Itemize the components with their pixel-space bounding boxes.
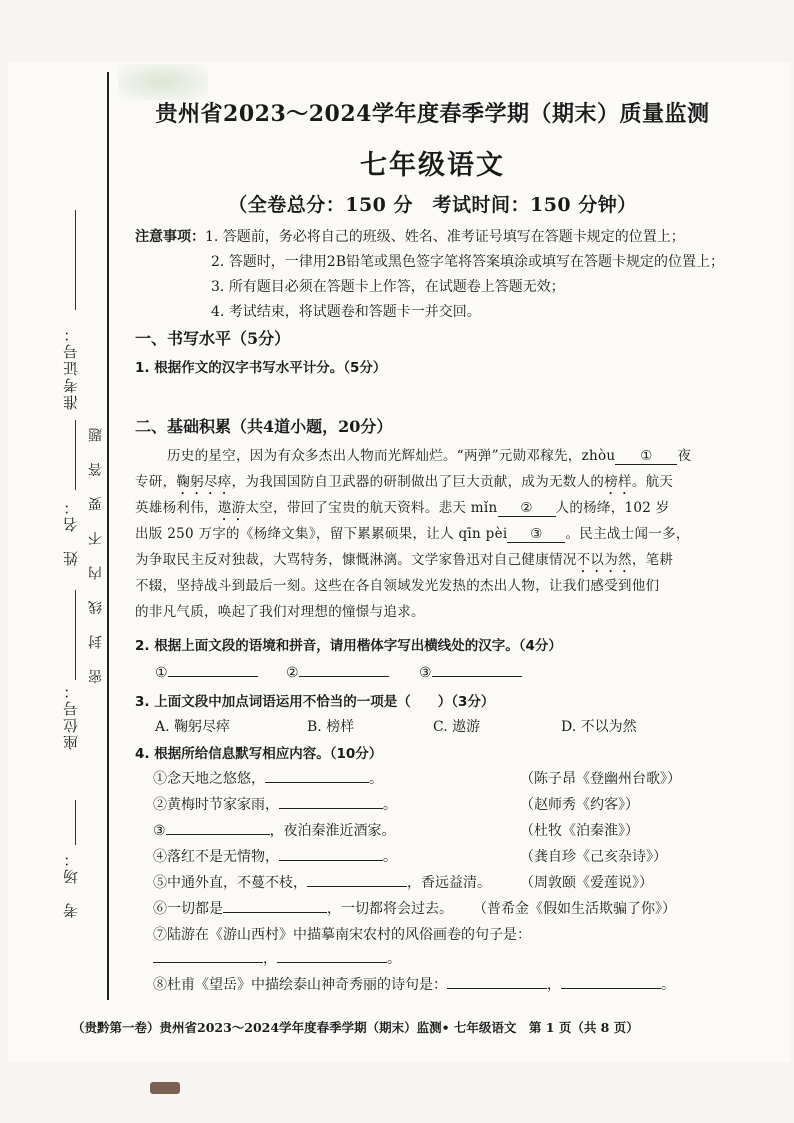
poem-source: （龚自珍《己亥杂诗》） (520, 849, 667, 865)
seal-warning: 密 封 线 内 不 要 答 题 (88, 420, 104, 684)
passage-line (167, 444, 691, 465)
passage-line (135, 548, 673, 576)
passage-line: 不辍，坚持战斗到最后一刻。这些在各自领域发光发热的杰出人物，让我们感受到他们 (135, 578, 660, 594)
q2-answer-row (155, 662, 522, 681)
answer-blank[interactable] (223, 898, 327, 913)
blank-3: ③ (507, 526, 565, 543)
notes-label: 注意事项： (135, 229, 205, 245)
q3-options (155, 716, 637, 736)
answer-blank[interactable] (561, 974, 661, 989)
passage-text: 出版 250 万字的《杨绛文集》，留下累累硕果，让人 qīn pèi (135, 526, 508, 542)
answer-blank[interactable] (277, 948, 387, 963)
poem-prompt: ③ (153, 823, 166, 839)
passage-text: ，笔耕 (631, 552, 674, 568)
poem-source: （周敦颐《爱莲说》） (520, 875, 653, 891)
poem-prompt: 。 (383, 797, 397, 813)
q4-row-5 (153, 872, 491, 892)
passage-text: 。航天 (631, 474, 674, 490)
punctuation: 。 (661, 977, 675, 993)
answer-blank[interactable] (447, 974, 547, 989)
dotted-word: 不以为然 (576, 552, 632, 568)
poem-prompt: ⑥一切都是 (153, 901, 223, 917)
punctuation: 。 (387, 951, 401, 967)
dotted-word: 遨游 (217, 500, 246, 516)
q3-option-d[interactable]: D. 不以为然 (561, 719, 637, 735)
note-item: 3. 所有题目必须在答题卡上作答，在试题卷上答题无效； (211, 279, 565, 295)
poem-prompt: 。 (383, 849, 397, 865)
q4-row-2 (153, 794, 397, 814)
dotted-word: 榜样 (604, 474, 632, 490)
q2-mark: ② (286, 665, 299, 681)
note-item: 4. 考试结束，将试题卷和答题卡一并交回。 (211, 304, 481, 320)
passage-text: 人的杨绛，102 岁 (555, 500, 670, 516)
q4-row-6 (153, 898, 453, 918)
poem-prompt: ，一切都将会过去。 (327, 901, 453, 917)
passage-text: 夜 (677, 448, 692, 464)
answer-blank[interactable] (153, 948, 263, 963)
answer-blank[interactable] (307, 872, 407, 887)
q4-row-8 (153, 974, 675, 994)
answer-blank[interactable] (279, 794, 383, 809)
blank-2: ② (498, 500, 556, 517)
q2-mark: ① (155, 665, 168, 681)
punctuation: ， (547, 977, 561, 993)
passage-text: 英雄杨利伟， (135, 500, 218, 516)
blank-1: ① (615, 448, 677, 465)
q3-option-a[interactable]: A. 鞠躬尽瘁 (155, 719, 231, 735)
section-1-heading: 一、书写水平（5分） (135, 329, 291, 348)
notes-row-1 (135, 226, 685, 246)
question-2: 2. 根据上面文段的语境和拼音，请用楷体字写出横线处的汉字。（4分） (135, 638, 562, 654)
answer-blank[interactable] (279, 846, 383, 861)
q2-blank[interactable] (299, 662, 389, 677)
poem-prompt: ⑤中通外直，不蔓不枝， (153, 875, 307, 891)
paper-stain (118, 64, 208, 100)
note-item: 1. 答题前，务必将自己的班级、姓名、准考证号填写在答题卡规定的位置上； (205, 229, 685, 245)
q3-option-c[interactable]: C. 遨游 (433, 719, 481, 735)
q4-row-7: ⑦陆游在《游山西村》中描摹南宋农村的风俗画卷的句子是： (153, 927, 531, 943)
passage-line (135, 470, 673, 498)
answer-blank[interactable] (166, 820, 270, 835)
page-subtitle: 七年级语文 (360, 150, 505, 181)
page-footer: （贵黔第一卷）贵州省2023～2024学年度春季学期（期末）监测• 七年级语文 第 1 页（共 8 页） (72, 1020, 639, 1035)
q2-blank[interactable] (168, 662, 258, 677)
passage-text: 专研， (135, 474, 177, 490)
question-1: 1. 根据作文的汉字书写水平计分。（5分） (135, 360, 387, 376)
q2-blank[interactable] (432, 662, 522, 677)
name-line (75, 420, 76, 490)
seat-line (75, 590, 76, 680)
question-3: 3. 上面文段中加点词语运用不恰当的一项是（ ）（3分） (135, 694, 495, 710)
poem-source: （赵师秀《约客》） (520, 797, 639, 813)
passage-text: 为争取民主反对独裁，大骂特务，慷慨淋漓。文学家鲁迅对自己健康情况 (135, 552, 577, 568)
exam-id-label: 准考证号： (62, 325, 80, 410)
poem-prompt: ，夜泊秦淮近酒家。 (269, 823, 396, 839)
passage-line: 的非凡气质，唤起了我们对理想的憧憬与追求。 (135, 604, 425, 620)
poem-prompt: ①念天地之悠悠， (153, 771, 265, 787)
binding-line (107, 72, 109, 1000)
passage-text: 。民主战士闻一多， (565, 526, 690, 542)
q3-option-b[interactable]: B. 榜样 (307, 719, 355, 735)
question-4: 4. 根据所给信息默写相应内容。（10分） (135, 746, 383, 762)
passage-line (135, 496, 670, 524)
poem-prompt: ②黄梅时节家家雨， (153, 797, 279, 813)
exam-id-line (75, 210, 76, 310)
dotted-word: 鞠躬尽瘁 (176, 474, 232, 490)
page-title: 贵州省2023～2024学年度春季学期（期末）质量监测 (155, 101, 710, 127)
q4-row-7-answer (153, 948, 401, 968)
venue-label: 考 场： (62, 850, 80, 918)
punctuation: ， (263, 951, 277, 967)
poem-prompt: ⑧杜甫《望岳》中描绘泰山神奇秀丽的诗句是： (153, 977, 447, 993)
poem-prompt: 。 (369, 771, 383, 787)
poem-source: （杜牧《泊秦淮》） (520, 823, 639, 839)
q4-row-1 (153, 768, 383, 788)
poem-prompt: ④落红不是无情物， (153, 849, 279, 865)
score-info: （全卷总分：150 分 考试时间：150 分钟） (228, 194, 637, 216)
passage-text: 太空，带回了宝贵的航天资料。悲天 mǐn (245, 500, 498, 516)
name-label: 姓 名： (62, 498, 80, 566)
q2-mark: ③ (419, 665, 432, 681)
scan-smudge (150, 1082, 180, 1094)
venue-line (75, 800, 76, 845)
passage-text: ，为我国国防自卫武器的研制做出了巨大贡献，成为无数人的 (231, 474, 605, 490)
poem-source: （普希金《假如生活欺骗了你》） (473, 901, 676, 917)
poem-source: （陈子昂《登幽州台歌》） (520, 771, 681, 787)
q4-row-3 (153, 820, 396, 840)
q4-row-4 (153, 846, 397, 866)
note-item: 2. 答题时，一律用2B铅笔或黑色签字笔将答案填涂或填写在答题卡规定的位置上； (211, 254, 725, 270)
passage-line (135, 522, 690, 543)
seat-label: 座位号： (62, 682, 80, 750)
answer-blank[interactable] (265, 768, 369, 783)
section-2-heading: 二、基础积累（共4道小题，20分） (135, 417, 393, 436)
passage-text: 历史的星空，因为有众多杰出人物而光辉灿烂。“两弹”元勋邓稼先，zhòu (167, 448, 616, 464)
poem-prompt: ，香远益清。 (407, 875, 491, 891)
